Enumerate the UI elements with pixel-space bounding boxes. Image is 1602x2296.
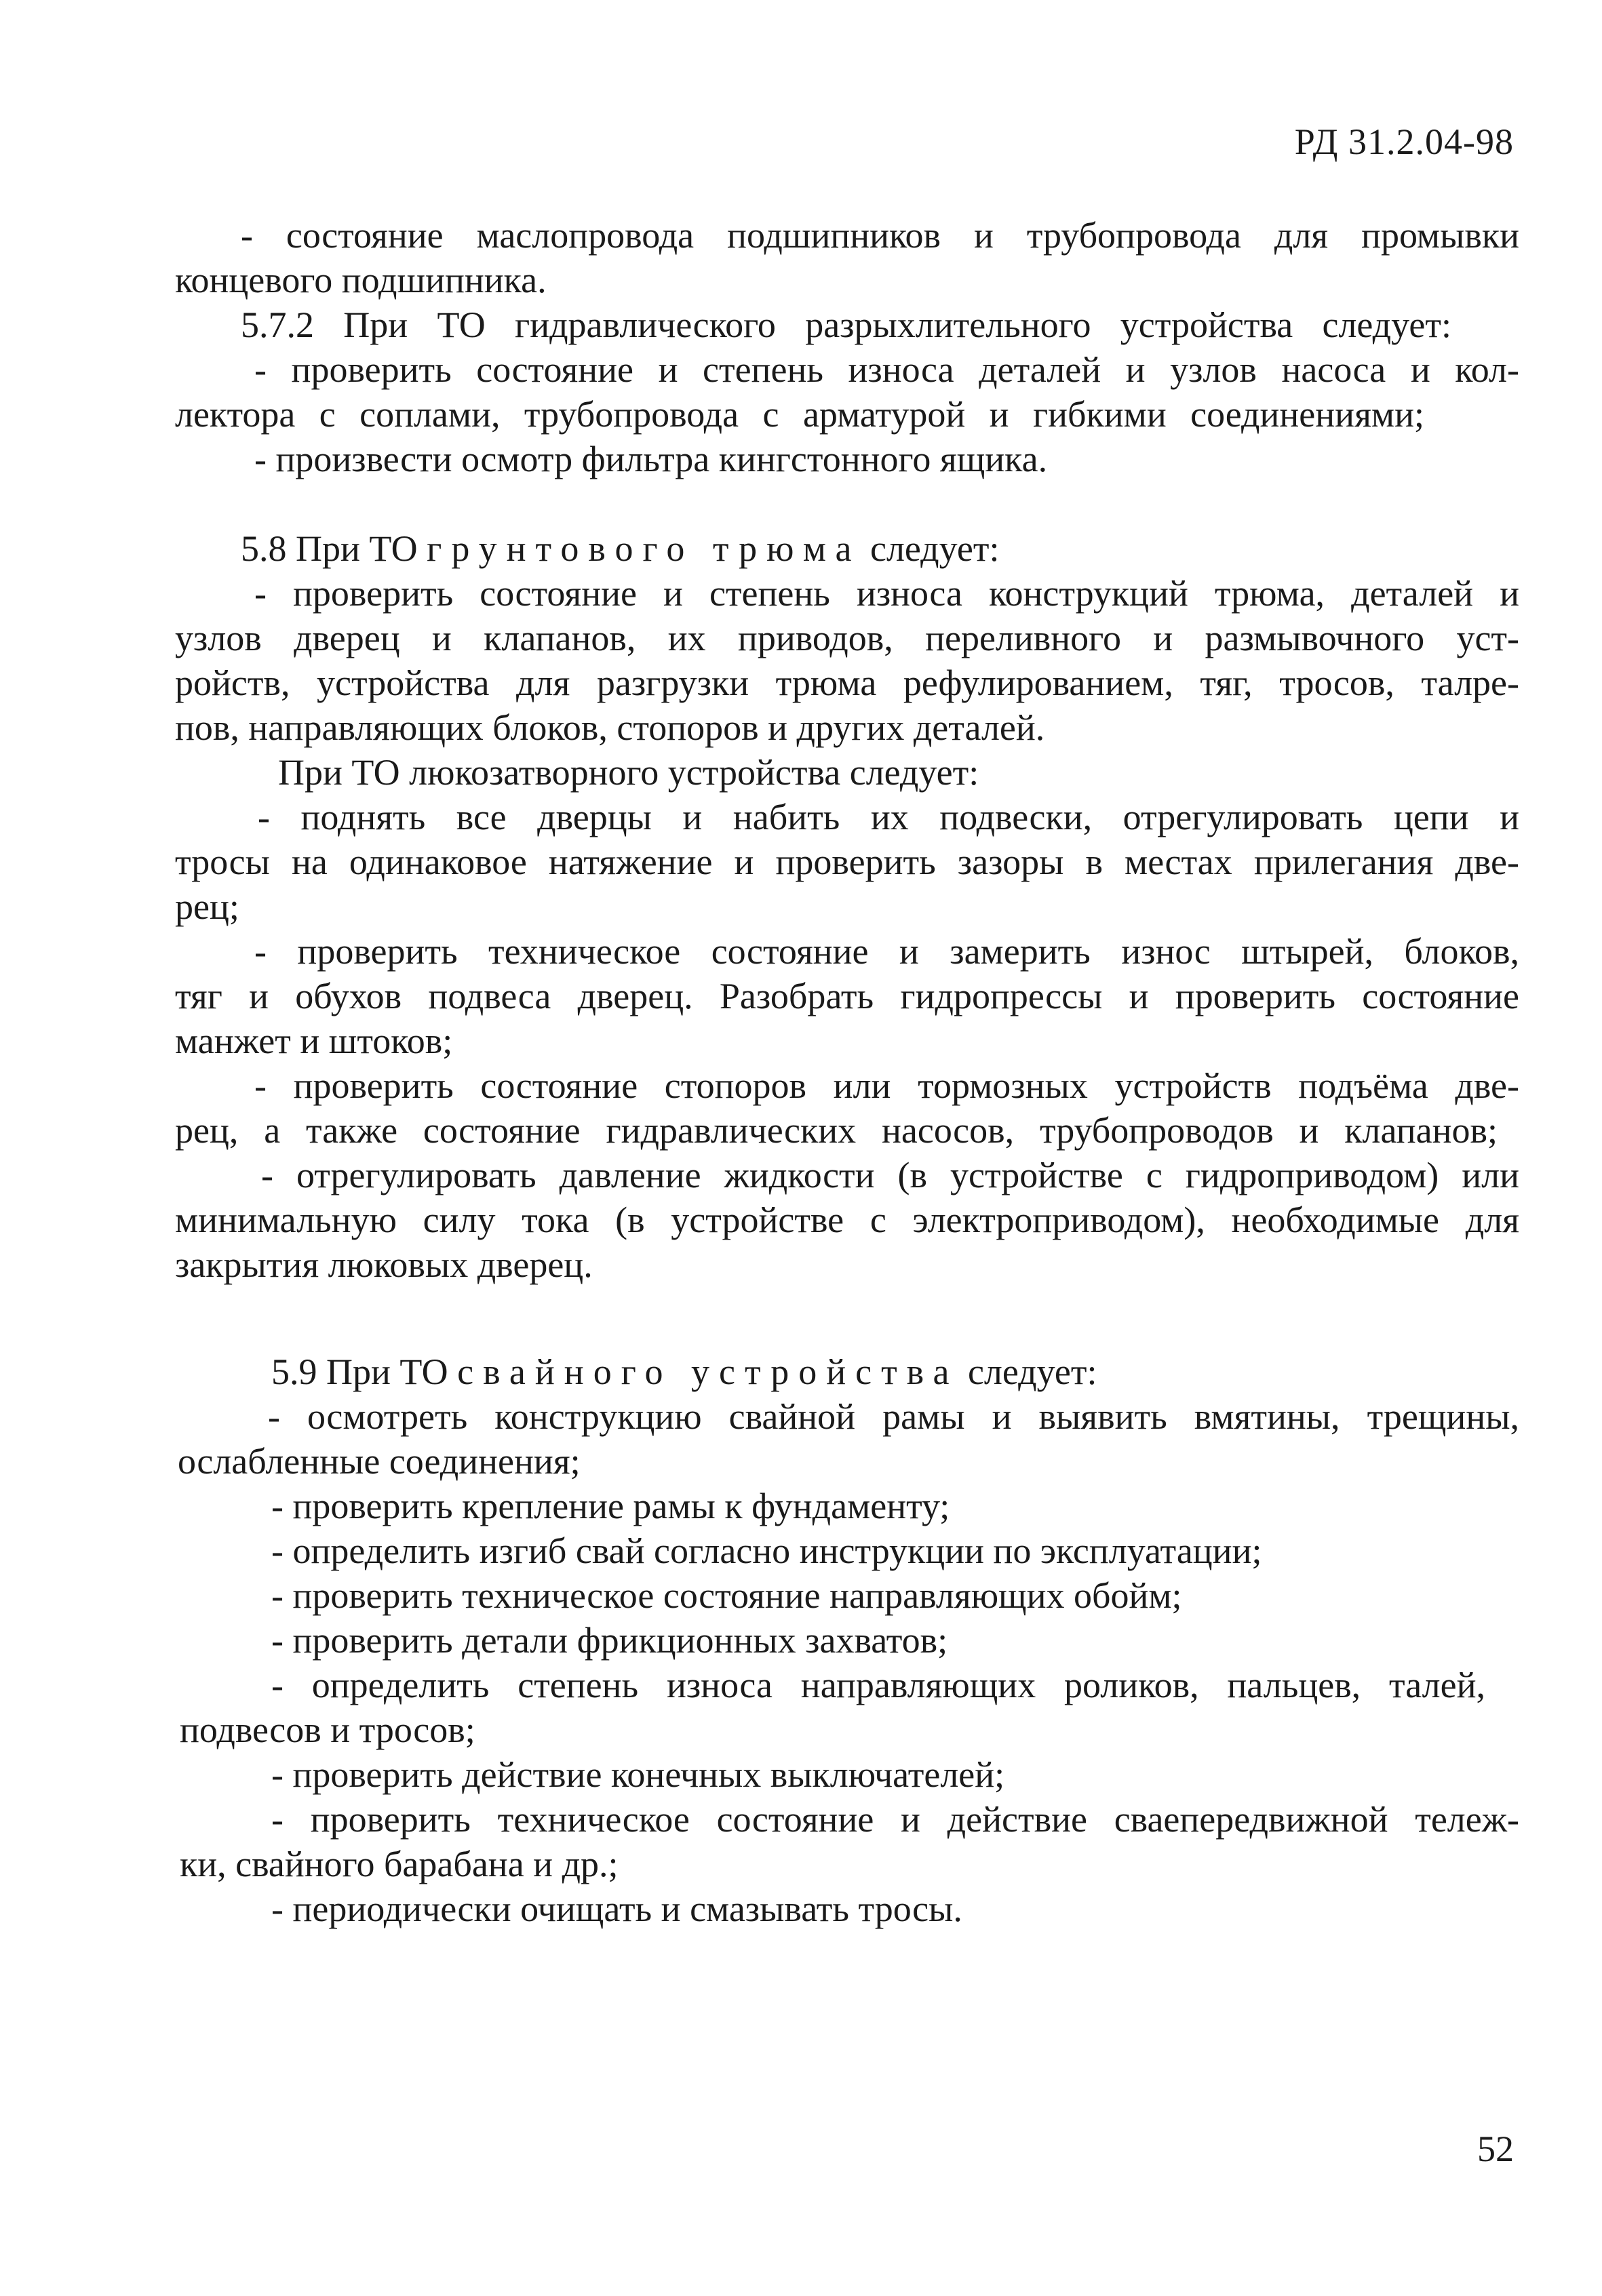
text-line: - произвести осмотр фильтра кингстонного ящика.	[254, 439, 1048, 479]
text-line: подвесов и тросов;	[180, 1709, 475, 1750]
text-line: ослабленные соединения;	[178, 1441, 581, 1482]
section-tail: следует:	[967, 1351, 1097, 1392]
text-line: - проверить техническое состояние и действие сваепередвижной тележ-	[271, 1799, 1519, 1840]
text-line: - состояние маслопровода подшипников и трубопровода для промывки	[241, 215, 1519, 256]
text-line: минимальную силу тока (в устройстве с электроприводом), необходимые для	[175, 1200, 1519, 1240]
text-line: При ТО люкозатворного устройства следует:	[278, 752, 979, 793]
text-line: - определить изгиб свай согласно инструкции по эксплуатации;	[271, 1530, 1262, 1571]
text-line: 5.7.2 При ТО гидравлического разрыхлительного устройства следует:	[241, 304, 1451, 345]
text-line: закрытия люковых дверец.	[175, 1244, 593, 1285]
text-line: - проверить действие конечных выключателей;	[271, 1754, 1005, 1795]
section-intro: 5.9 При ТО	[271, 1351, 448, 1392]
text-line: - проверить техническое состояние направляющих обойм;	[271, 1575, 1182, 1616]
text-line: - проверить состояние и степень износа деталей и узлов насоса и кол-	[254, 349, 1519, 390]
section-heading-line	[271, 1349, 1221, 1394]
text-line: - проверить техническое состояние и замерить износ штырей, блоков,	[254, 931, 1519, 972]
text-line: рец;	[175, 886, 239, 927]
text-line: - проверить состояние стопоров или тормозных устройств подъёма две-	[254, 1065, 1519, 1106]
text-line: манжет и штоков;	[175, 1021, 453, 1061]
text-line: лектора с соплами, трубопровода с арматурой и гибкими соединениями;	[175, 394, 1424, 435]
document-code-header: РД 31.2.04-98	[1294, 121, 1514, 162]
section-intro: 5.8 При ТО	[241, 528, 418, 569]
text-line: - периодически очищать и смазывать тросы.	[271, 1888, 962, 1929]
page-number: 52	[1477, 2129, 1514, 2169]
text-line: рец, а также состояние гидравлических насосов, трубопроводов и клапанов;	[175, 1110, 1498, 1151]
text-line: - отрегулировать давление жидкости (в устройстве с гидроприводом) или	[261, 1155, 1519, 1195]
text-line: пов, направляющих блоков, стопоров и других деталей.	[175, 707, 1045, 748]
text-line: - поднять все дверцы и набить их подвески, отрегулировать цепи и	[258, 797, 1519, 837]
text-line: узлов дверец и клапанов, их приводов, переливного и размывочного уст-	[175, 618, 1519, 658]
text-line: концевого подшипника.	[175, 260, 547, 300]
text-line: тяг и обухов подвеса дверец. Разобрать гидропрессы и проверить состояние	[175, 976, 1519, 1016]
text-line: - проверить детали фрикционных захватов;	[271, 1620, 948, 1661]
text-line: - осмотреть конструкцию свайной рамы и выявить вмятины, трещины,	[268, 1396, 1519, 1437]
text-line: - определить степень износа направляющих роликов, пальцев, талей,	[271, 1665, 1485, 1705]
text-line: тросы на одинаковое натяжение и проверить зазоры в местах прилегания две-	[175, 842, 1519, 882]
section-subject-spaced: свайного устройства	[457, 1351, 959, 1392]
text-line: - проверить состояние и степень износа конструкций трюма, деталей и	[254, 573, 1519, 614]
text-line: ройств, устройства для разгрузки трюма рефулированием, тяг, тросов, талре-	[175, 662, 1519, 703]
section-heading-line	[241, 526, 1122, 571]
text-line: ки, свайного барабана и др.;	[180, 1844, 619, 1884]
text-line: - проверить крепление рамы к фундаменту;	[271, 1486, 950, 1526]
section-subject-spaced: грунтового трюма	[427, 528, 861, 569]
section-tail: следует:	[870, 528, 1000, 569]
